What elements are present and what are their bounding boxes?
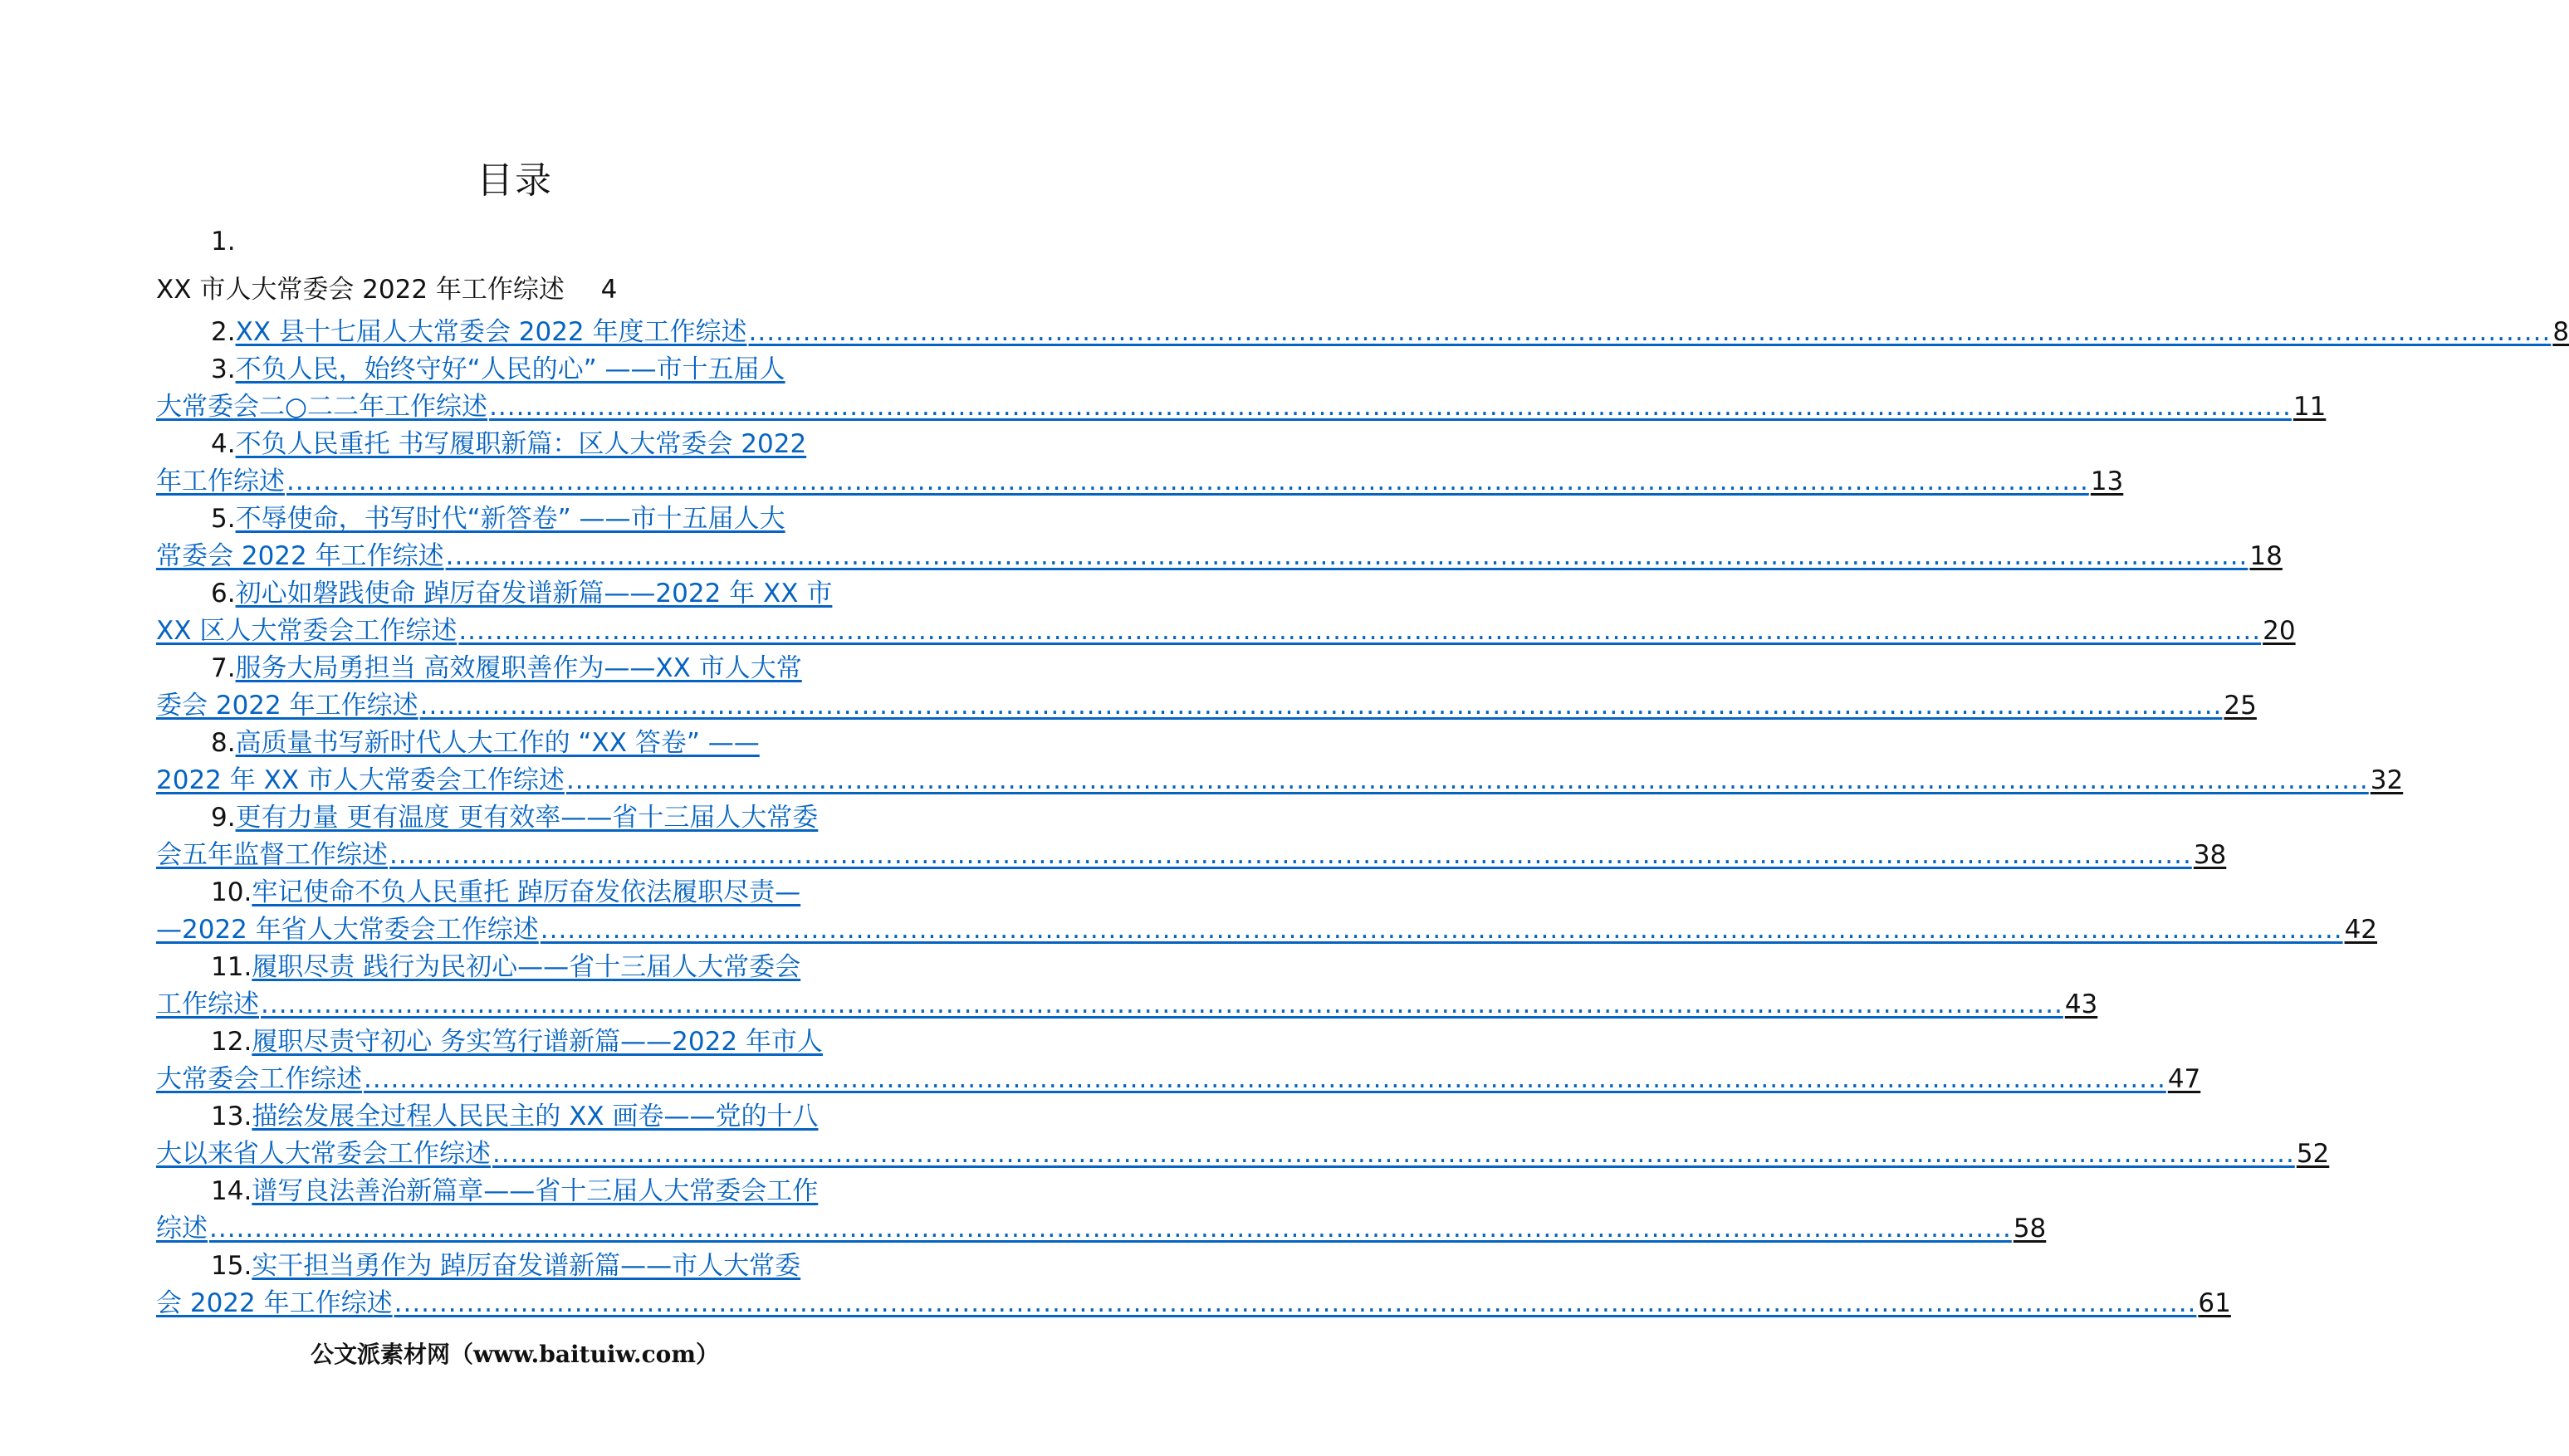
toc-entry-line1[interactable]: [156, 575, 875, 613]
toc-entry-page: 47: [2167, 1064, 2201, 1094]
toc-entry-number: 10.: [211, 877, 252, 907]
toc-entry-number: 5.: [211, 504, 236, 534]
toc-entry-link[interactable]: 委会 2022 年工作综述: [156, 691, 418, 721]
toc-entry-link[interactable]: 年工作综述: [156, 467, 285, 496]
dot-leader: ........................................................................................................................................................................................................: [394, 1288, 2197, 1318]
dot-leader: ........................................................................................................................................................................................................: [748, 317, 2552, 347]
toc-entry-line1[interactable]: [156, 1098, 875, 1136]
toc-entry-link[interactable]: 牢记使命不负人民重托 踔厉奋发依法履职尽责—: [252, 877, 801, 907]
toc-entry-line1[interactable]: [156, 799, 875, 837]
toc-entry-link[interactable]: 实干担当勇作为 踔厉奋发谱新篇——市人大常委: [252, 1251, 801, 1281]
toc-entry-number: 13.: [211, 1102, 252, 1131]
toc-entry-leader-row: [156, 1210, 2047, 1248]
toc-entry-leader-row: [156, 762, 2404, 799]
toc-entry-line1[interactable]: [156, 351, 875, 388]
toc-entry-leader-row: [156, 837, 2227, 874]
toc-entry-leader-row: [156, 613, 2296, 650]
toc-entry-1-number-line: [156, 217, 875, 266]
toc-entry-leader-row: [156, 1061, 2201, 1098]
toc-entry-line2[interactable]: [156, 762, 2404, 799]
toc-entry-page: 8: [2552, 317, 2569, 347]
toc-entry-number: 2.: [211, 317, 236, 347]
toc-entry-link[interactable]: —2022 年省人大常委会工作综述: [156, 915, 539, 945]
toc-entry-leader-row: [156, 986, 2098, 1024]
toc-entry-link[interactable]: 不负人民重托 书写履职新篇：区人大常委会 2022: [235, 429, 807, 459]
toc-entry-line1[interactable]: [156, 874, 875, 911]
toc-entry-number: 6.: [211, 579, 236, 608]
toc-entry-leader-row: [156, 1136, 2330, 1173]
toc-entry-link[interactable]: 大常委会工作综述: [156, 1064, 362, 1094]
toc-entry-line2[interactable]: [156, 837, 2227, 874]
toc-entry-line1[interactable]: [156, 426, 875, 463]
toc-entry-link[interactable]: 描绘发展全过程人民民主的 XX 画卷——党的十八: [252, 1102, 819, 1131]
toc-entry-link[interactable]: 不负人民，始终守好“人民的心” ——市十五届人: [235, 354, 785, 384]
toc-entry-number: 8.: [211, 728, 236, 758]
toc-entry-number: 4.: [211, 429, 236, 459]
toc-entry-page: 13: [2090, 467, 2124, 496]
toc-entry-page: 25: [2224, 691, 2257, 721]
toc-entry-link[interactable]: 常委会 2022 年工作综述: [156, 541, 444, 571]
table-of-contents: [156, 217, 2569, 1322]
toc-entry-leader-row: [156, 388, 2327, 426]
dot-leader: ........................................................................................................................................................................................................: [261, 989, 2063, 1019]
toc-entry-line1[interactable]: [156, 501, 875, 538]
toc-entry-line2[interactable]: [156, 613, 2296, 650]
toc-entry-line1[interactable]: [156, 1248, 875, 1285]
toc-entry-link[interactable]: 会 2022 年工作综述: [156, 1288, 393, 1318]
toc-entry-number: 9.: [211, 803, 236, 833]
toc-entry-page: 11: [2293, 392, 2327, 422]
toc-entry-link[interactable]: 大常委会二○二二年工作综述: [156, 392, 488, 422]
toc-entry-leader-row: [156, 463, 2124, 501]
toc-entry-page: 42: [2344, 915, 2378, 945]
toc-entry-line2[interactable]: [156, 911, 2378, 949]
footer-source: 公文派素材网（www.baituiw.com）: [311, 1341, 719, 1368]
toc-entry-number: 12.: [211, 1027, 252, 1057]
toc-entry-number: 15.: [211, 1251, 252, 1281]
toc-entry-line1[interactable]: [156, 1024, 875, 1061]
toc-entry-link[interactable]: 不辱使命，书写时代“新答卷” ——市十五届人大: [235, 504, 785, 534]
dot-leader: ........................................................................................................................................................................................................: [286, 467, 2089, 496]
toc-entry-line1[interactable]: [156, 949, 875, 986]
toc-entry-line2[interactable]: [156, 1210, 2047, 1248]
dot-leader: ........................................................................................................................................................................................................: [419, 691, 2223, 721]
toc-entry-link[interactable]: 初心如磐践使命 踔厉奋发谱新篇——2022 年 XX 市: [235, 579, 833, 608]
toc-entry-list: [156, 314, 2569, 1322]
dot-leader: ........................................................................................................................................................................................................: [458, 616, 2262, 646]
toc-entry-link[interactable]: XX 区人大常委会工作综述: [156, 616, 458, 646]
toc-entry-page: 43: [2064, 989, 2098, 1019]
toc-entry-line2[interactable]: [156, 1285, 2231, 1322]
toc-entry-number: 1.: [211, 227, 236, 257]
toc-entry-link[interactable]: 服务大局勇担当 高效履职善作为——XX 市人大常: [235, 653, 802, 683]
toc-entry-page: 18: [2249, 541, 2283, 571]
toc-entry-page: 61: [2198, 1288, 2231, 1318]
toc-entry-link[interactable]: 谱写良法善治新篇章——省十三届人大常委会工作: [252, 1176, 819, 1206]
toc-entry-line2[interactable]: [156, 687, 2257, 725]
toc-entry-link[interactable]: 会五年监督工作综述: [156, 840, 388, 870]
toc-entry-page: 4: [600, 275, 618, 305]
toc-entry-link[interactable]: 工作综述: [156, 989, 259, 1019]
toc-entry-link[interactable]: XX 县十七届人大常委会 2022 年度工作综述: [235, 317, 747, 347]
toc-entry-page: 32: [2370, 765, 2404, 795]
toc-entry-1[interactable]: [156, 266, 875, 314]
toc-entry-link[interactable]: 综述: [156, 1214, 208, 1243]
dot-leader: ........................................................................................................................................................................................................: [364, 1064, 2166, 1094]
toc-entry-link[interactable]: 大以来省人大常委会工作综述: [156, 1139, 491, 1169]
toc-entry-line1[interactable]: [156, 314, 2569, 351]
toc-title: 目录: [477, 159, 553, 202]
toc-entry-line1[interactable]: [156, 725, 875, 762]
toc-entry-leader-row: [156, 538, 2283, 575]
toc-entry-line2[interactable]: [156, 538, 2283, 575]
toc-entry-leader-row: [156, 314, 2569, 351]
toc-entry-link[interactable]: 高质量书写新时代人大工作的 “XX 答卷” ——: [235, 728, 760, 758]
dot-leader: ........................................................................................................................................................................................................: [389, 840, 2192, 870]
toc-entry-page: 58: [2013, 1214, 2047, 1243]
toc-entry-line2[interactable]: [156, 463, 2124, 501]
toc-entry-leader-row: [156, 911, 2378, 949]
toc-entry-text: XX 市人大常委会 2022 年工作综述: [156, 275, 565, 305]
toc-entry-leader-row: [156, 687, 2257, 725]
toc-entry-page: 38: [2193, 840, 2227, 870]
toc-entry-link[interactable]: 更有力量 更有温度 更有效率——省十三届人大常委: [235, 803, 819, 833]
toc-entry-page: 20: [2263, 616, 2296, 646]
toc-entry-number: 3.: [211, 354, 236, 384]
toc-entry-line1[interactable]: [156, 1173, 875, 1210]
toc-entry-number: 7.: [211, 653, 236, 683]
toc-entry-number: 14.: [211, 1176, 252, 1206]
toc-entry-line2[interactable]: [156, 1136, 2330, 1173]
toc-entry-number: 11.: [211, 952, 252, 982]
dot-leader: ........................................................................................................................................................................................................: [209, 1214, 2012, 1243]
toc-entry-page: 52: [2296, 1139, 2330, 1169]
dot-leader: ........................................................................................................................................................................................................: [540, 915, 2343, 945]
toc-entry-leader-row: [156, 1285, 2231, 1322]
dot-leader: ........................................................................................................................................................................................................: [492, 1139, 2295, 1169]
toc-entry-link[interactable]: 2022 年 XX 市人大常委会工作综述: [156, 765, 565, 795]
dot-leader: ........................................................................................................................................................................................................: [489, 392, 2292, 422]
dot-leader: ........................................................................................................................................................................................................: [445, 541, 2248, 571]
toc-entry-line2[interactable]: [156, 388, 2327, 426]
dot-leader: ........................................................................................................................................................................................................: [565, 765, 2369, 795]
toc-entry-line2[interactable]: [156, 1061, 2201, 1098]
toc-entry-line2[interactable]: [156, 986, 2098, 1024]
toc-entry-line1[interactable]: [156, 650, 875, 687]
toc-entry-link[interactable]: 履职尽责守初心 务实笃行谱新篇——2022 年市人: [252, 1027, 823, 1057]
toc-entry-link[interactable]: 履职尽责 践行为民初心——省十三届人大常委会: [252, 952, 801, 982]
